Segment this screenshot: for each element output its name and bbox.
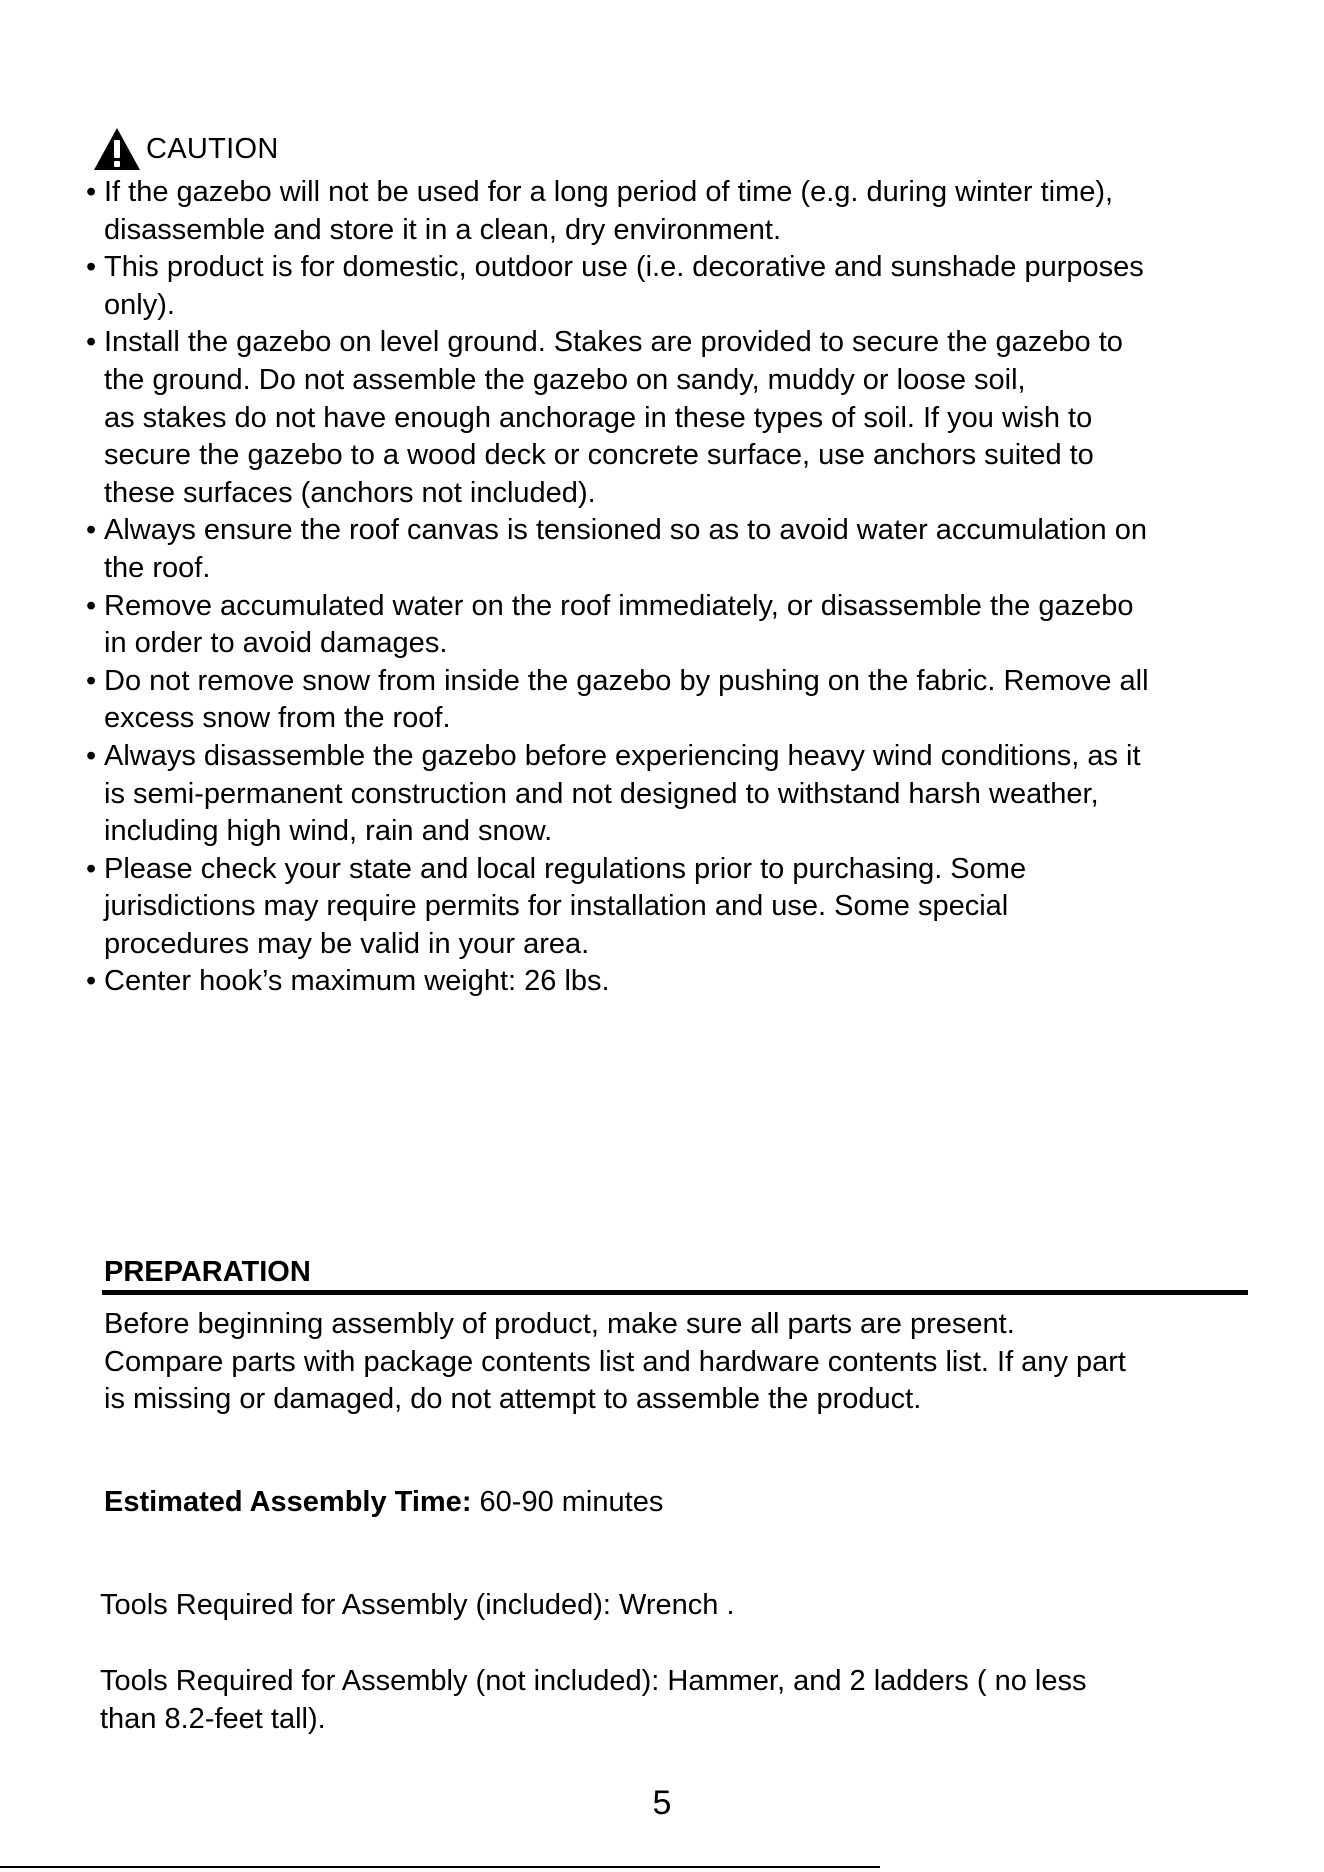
tools-not-included-line: Tools Required for Assembly (not included): Hammer, and 2 ladders ( no less [100, 1665, 1087, 1697]
bullet-icon: • [86, 326, 97, 359]
bullet-icon: • [86, 589, 97, 622]
preparation-text [104, 1306, 1126, 1419]
caution-item-line: secure the gazebo to a wood deck or concrete surface, use anchors suited to [104, 439, 1094, 472]
caution-item-line: Remove accumulated water on the roof immediately, or disassemble the gazebo [104, 589, 1134, 622]
caution-item-line: Always disassemble the gazebo before experiencing heavy wind conditions, as it [104, 739, 1141, 772]
caution-item [70, 249, 1270, 324]
caution-item-line: Install the gazebo on level ground. Stakes are provided to secure the gazebo to [104, 326, 1123, 359]
caution-title: CAUTION [146, 132, 279, 165]
caution-item-line: excess snow from the roof. [104, 702, 451, 735]
caution-item-line: Always ensure the roof canvas is tensioned so as to avoid water accumulation on [104, 514, 1147, 547]
caution-item-line: Please check your state and local regulations prior to purchasing. Some [104, 852, 1027, 885]
tools-included-line: Tools Required for Assembly (included): Wrench . [100, 1589, 735, 1621]
caution-item-line: only). [104, 288, 175, 321]
caution-item [70, 174, 1270, 249]
bullet-icon: • [86, 965, 97, 998]
section-divider [102, 1290, 1248, 1295]
bullet-icon: • [86, 739, 97, 772]
tools-included [100, 1587, 735, 1625]
assembly-time-label: Estimated Assembly Time: [104, 1486, 472, 1518]
bullet-icon: • [86, 176, 97, 208]
assembly-time-value: 60-90 minutes [479, 1486, 664, 1518]
caution-item-line: This product is for domestic, outdoor use (i.e. decorative and sunshade purposes [104, 251, 1144, 284]
caution-item [70, 851, 1270, 964]
caution-item [70, 963, 1270, 1001]
page-number: 5 [652, 1784, 672, 1822]
bullet-icon: • [86, 514, 97, 547]
caution-item [70, 738, 1270, 851]
caution-item-line: the ground. Do not assemble the gazebo on sandy, muddy or loose soil, [104, 363, 1026, 396]
assembly-time [104, 1486, 663, 1519]
tools-not-included-line: than 8.2-feet tall). [100, 1702, 326, 1735]
caution-item-line: is semi-permanent construction and not designed to withstand harsh weather, [104, 777, 1099, 810]
bullet-icon: • [86, 852, 97, 885]
caution-item-line: disassemble and store it in a clean, dry environment. [104, 213, 782, 246]
bullet-icon: • [86, 664, 97, 697]
caution-item-line: jurisdictions may require permits for installation and use. Some special [104, 890, 1009, 923]
preparation-line: Before beginning assembly of product, make sure all parts are present. [104, 1308, 1015, 1340]
bullet-icon: • [86, 251, 97, 284]
tools-not-included [100, 1663, 1086, 1738]
preparation-line: Compare parts with package contents list and hardware contents list. If any part [104, 1345, 1126, 1378]
caution-item-line: in order to avoid damages. [104, 627, 448, 660]
caution-item [70, 324, 1270, 512]
caution-item [70, 588, 1270, 663]
caution-item-line: these surfaces (anchors not included). [104, 476, 596, 509]
warning-triangle-icon [92, 126, 142, 172]
caution-heading [92, 124, 279, 174]
caution-item-line: the roof. [104, 551, 211, 584]
caution-list [70, 174, 1270, 1001]
preparation-title: PREPARATION [104, 1256, 311, 1288]
caution-item [70, 663, 1270, 738]
caution-item-line: Center hook’s maximum weight: 26 lbs. [104, 965, 610, 998]
caution-item-line: as stakes do not have enough anchorage in these types of soil. If you wish to [104, 401, 1093, 434]
caution-item-line: Do not remove snow from inside the gazebo by pushing on the fabric. Remove all [104, 664, 1149, 697]
caution-item-line: If the gazebo will not be used for a long period of time (e.g. during winter time), [104, 176, 1114, 208]
bottom-rule [0, 1866, 880, 1868]
caution-item [70, 512, 1270, 587]
caution-item-line: procedures may be valid in your area. [104, 927, 590, 960]
preparation-line: is missing or damaged, do not attempt to assemble the product. [104, 1383, 922, 1416]
caution-item-line: including high wind, rain and snow. [104, 815, 553, 848]
